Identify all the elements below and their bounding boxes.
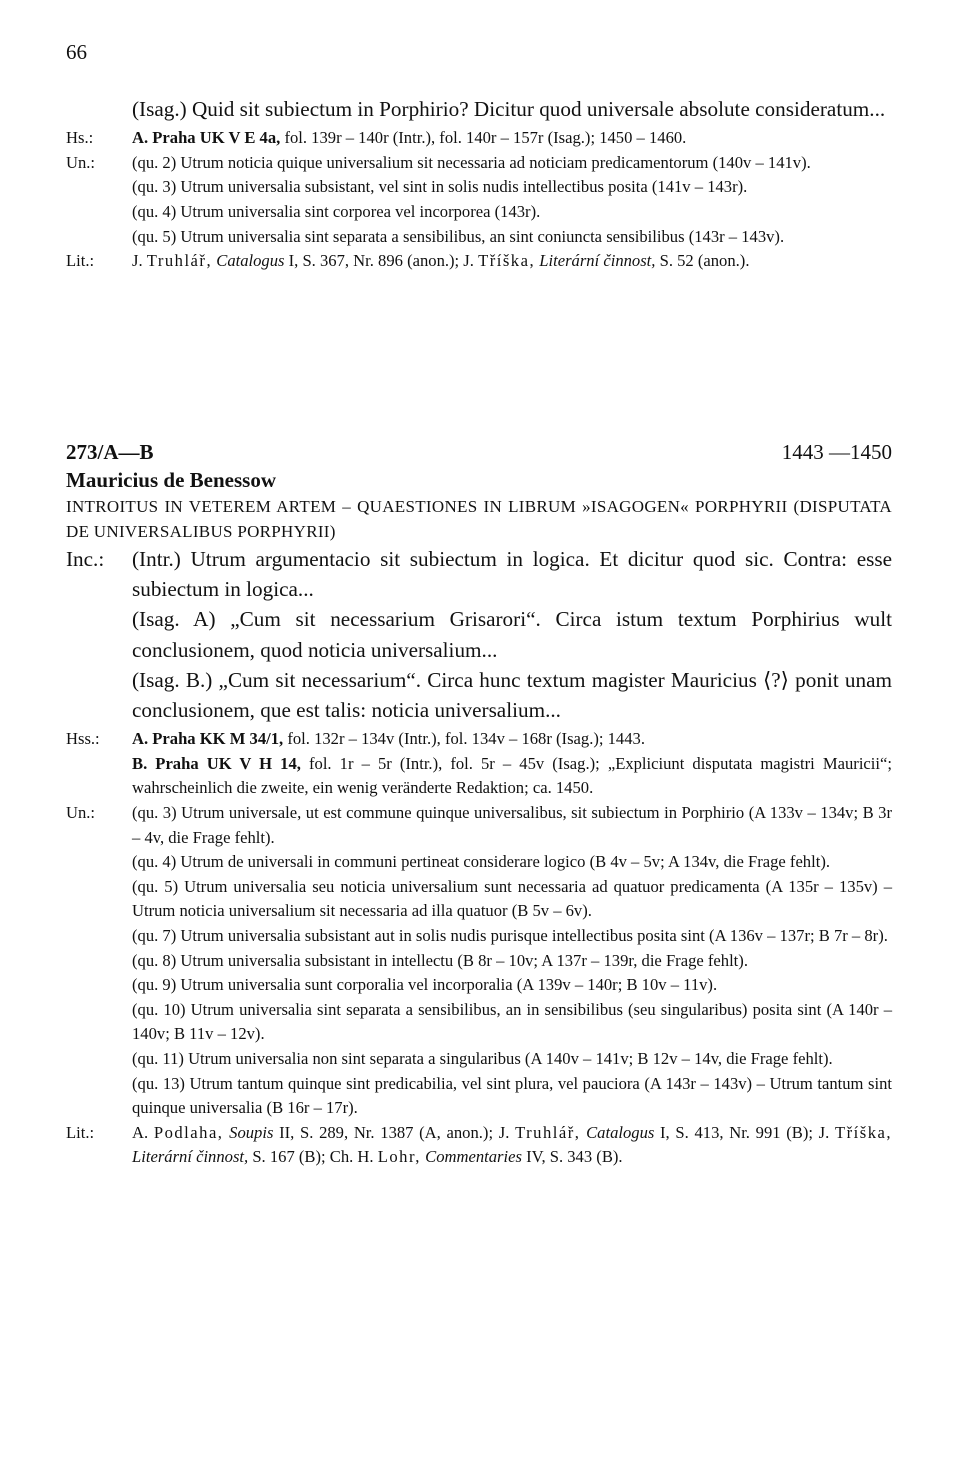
work-title: Literární činnost, [132, 1147, 249, 1167]
lit-label: Lit.: [66, 1122, 95, 1142]
author-name: Truhlář, [146, 251, 213, 271]
question-item: (qu. 10) Utrum universalia sint separata a sensibilibus, an in sensibilibus (seu singularibus) posita sint (A 140r – 140v; B 11v – 12v). [132, 999, 892, 1044]
question-item: (qu. 3) Utrum universalia subsistant, vel sint in solis nudis intellectibus posita (141v – 143r). [132, 177, 748, 197]
manuscript-details: fol. 139r – 140r (Intr.), fol. 140r – 157r (Isag.); 1450 – 1460. [280, 128, 687, 148]
incipit-item: (Intr.) Utrum argumentacio sit subiectum in logica. Et dicitur quod sic. Contra: esse subiectum in logica... [132, 547, 892, 602]
question-item: (qu. 13) Utrum tantum quinque sint predicabilia, vel sint plura, vel pauciora (A 143r – 143v) – Utrum tantum sint quinque universalia (B 16r – 17r). [132, 1073, 892, 1118]
question-item: (qu. 9) Utrum universalia sunt corporalia vel incorporalia (A 139v – 140r; B 10v – 11v). [132, 975, 718, 995]
work-title: Soupis [229, 1122, 274, 1142]
prev-incipit [66, 94, 892, 124]
author-name: Truhlář, [515, 1122, 581, 1142]
entry-author: Mauricius de Benessow [66, 468, 276, 492]
prev-incipit-text: (Isag.) Quid sit subiectum in Porphirio? Dicitur quod universale absolute consideratum... [132, 97, 886, 121]
un-label: Un.: [66, 803, 96, 822]
entry-literature: Lit.: A. Podlaha, Soupis II, S. 289, Nr. 1387 (A, anon.); J. Truhlář, Catalogus I, S. 413, Nr. 991 (B); J. Tříška, Literární činnost, S. 167 (B); Ch. H. Lohr, Commentaries IV, S. 343 (B). [66, 1121, 892, 1170]
work-title: Catalogus [216, 251, 285, 271]
work-title: Catalogus [586, 1122, 655, 1142]
question-item: (qu. 4) Utrum de universali in communi pertineat considerare logico (B 4v – 5v; A 134v, die Frage fehlt). [132, 852, 830, 872]
manuscript-shelfmark: B. Praha UK V H 14, [132, 753, 301, 773]
entry-date: 1443 —1450 [781, 440, 892, 464]
question-item: (qu. 2) Utrum noticia quique universalium sit necessaria ad noticiam predicamentorum (140v – 141v). [132, 152, 811, 172]
un-label: Un.: [66, 152, 96, 172]
incipit-item: (Isag. A) „Cum sit necessarium Grisarori“. Circa istum textum Porphirius wult conclusionem, quod noticia universalium... [132, 607, 892, 662]
author-name: Tříška, [834, 1122, 893, 1142]
question-item: (qu. 5) Utrum universalia sint separata a sensibilibus, an sint coniuncta sensibilibus (143r – 143v). [132, 226, 785, 246]
entry-title: INTROITUS IN VETEREM ARTEM – QUAESTIONES IN LIBRUM »ISAGOGEN« PORPHYRII (DISPUTATA DE UNIVERSALIBUS PORPHYRII) [66, 497, 892, 541]
previous-entry [66, 94, 892, 274]
question-item: (qu. 4) Utrum universalia sint corporea vel incorporea (143r). [132, 201, 541, 221]
prev-manuscripts [66, 126, 892, 151]
work-title: Literární činnost, [539, 251, 656, 271]
prev-questions [66, 151, 892, 249]
author-name: Tříška, [478, 251, 536, 271]
work-title: Commentaries [425, 1147, 522, 1167]
hss-label: Hss.: [66, 729, 100, 749]
manuscript-shelfmark: A. Praha KK M 34/1, [132, 729, 284, 749]
page-number: 66 [66, 40, 87, 64]
lit-label: Lit.: [66, 251, 95, 271]
prev-literature: Lit.: J. Truhlář, Catalogus I, S. 367, Nr. 896 (anon.); J. Tříška, Literární činnost, S. 52 (anon.). [66, 249, 892, 274]
hs-label: Hs.: [66, 128, 94, 148]
manuscript-a [132, 727, 892, 752]
question-item: (qu. 3) Utrum universale, ut est commune quinque universalibus, sit subiectum in Porphirio (A 133v – 134v; B 3r – 4v, die Frage fehlt). [132, 803, 892, 847]
manuscript-b [132, 752, 892, 801]
entry-number: 273/A—B [66, 440, 154, 464]
question-item: (qu. 11) Utrum universalia non sint separata a singularibus (A 140v – 141v; B 12v – 14v, die Frage fehlt). [132, 1048, 833, 1068]
question-item: (qu. 8) Utrum universalia subsistant in intellectu (B 8r – 10v; A 137r – 139r, die Frage fehlt). [132, 950, 748, 970]
incipit-item: (Isag. B.) „Cum sit necessarium“. Circa hunc textum magister Mauricius ⟨?⟩ ponit unam conclusionem, que est talis: noticia universalium... [132, 667, 892, 723]
manuscript-details: fol. 132r – 134v (Intr.), fol. 134v – 168r (Isag.); 1443. [283, 729, 645, 749]
entry-incipits [66, 544, 892, 725]
entry-manuscripts [66, 727, 892, 801]
author-name: Lohr, [377, 1147, 421, 1167]
author-name: Podlaha, [153, 1122, 224, 1142]
manuscript-shelfmark: A. Praha UK V E 4a, [132, 128, 281, 148]
entry [66, 438, 892, 1170]
question-item: (qu. 5) Utrum universalia seu noticia universalium sunt necessaria ad quatuor predicamenta (A 135r – 135v) – Utrum noticia universalium sit necessaria ad illa quatuor (B 5v – 6v). [132, 876, 892, 921]
entry-header [66, 438, 892, 466]
entry-questions [66, 801, 892, 1121]
question-item: (qu. 7) Utrum universalia subsistant aut in solis nudis purisque intellectibus posita sint (A 136v – 137r; B 7r – 8r). [132, 925, 888, 945]
manuscript-details: fol. 1r – 5r (Intr.), fol. 5r – 45v (Isag.); „Expliciunt disputata magistri Mauricii“; wahrscheinlich die zweite, ein wenig veränderte Redaktion; ca. 1450. [132, 753, 892, 798]
inc-label: Inc.: [66, 547, 105, 571]
